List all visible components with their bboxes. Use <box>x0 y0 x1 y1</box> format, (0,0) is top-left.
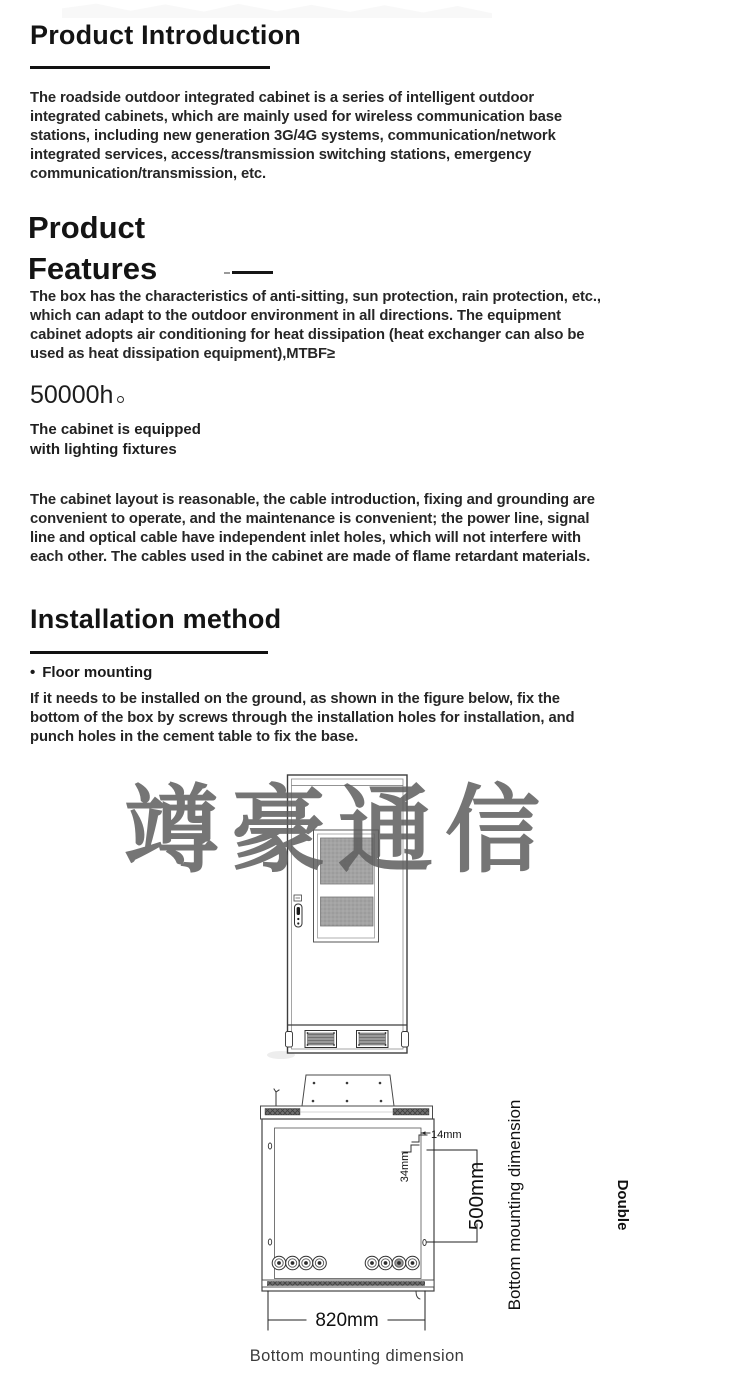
paragraph-line: cabinet adopts air conditioning for heat dissipation (heat exchanger can also be <box>30 327 585 343</box>
vertical-axis-label: Bottom mounting dimension <box>505 1099 524 1311</box>
dim-34mm-label: 34mm <box>399 1151 411 1183</box>
base-louver-right <box>357 1031 389 1048</box>
base-louver-left <box>305 1031 337 1048</box>
floor-mounting-item <box>30 664 152 681</box>
paragraph-line: integrated services, access/transmission switching stations, emergency <box>30 147 532 163</box>
base-bracket-left <box>286 1032 293 1048</box>
paragraph-line: stations, including new generation 3G/4G systems, communication/network <box>30 128 556 144</box>
double-door-label: Double <box>614 1179 631 1231</box>
paragraph-line: integrated cabinets, which are mainly used for wireless communication base <box>30 109 563 125</box>
paragraph-line: The cabinet layout is reasonable, the cable introduction, fixing and grounding are <box>30 492 595 508</box>
paragraph-line: communication/transmission, etc. <box>30 166 267 182</box>
side-slot-hole <box>268 1239 271 1245</box>
hatched-strip-left <box>265 1109 300 1116</box>
hatched-strip-right <box>393 1109 429 1116</box>
bottom-mounting-drawing <box>0 1068 750 1358</box>
dim-14mm-label: 14mm <box>431 1129 462 1141</box>
cabinet-layout-paragraph <box>30 492 595 568</box>
paragraph-line: each other. The cables used in the cabinet are made of flame retardant materials. <box>30 549 591 565</box>
subhead-line: The cabinet is equipped <box>30 421 201 438</box>
section-heading-product-features-line1: Product <box>28 210 146 245</box>
paragraph-line: convenient to operate, and the maintenance is convenient; the power line, signal <box>30 511 590 527</box>
hook-detail <box>416 1291 420 1299</box>
heading-underline-fragment <box>232 271 273 274</box>
paragraph-line: which can adapt to the outdoor environment in all directions. The equipment <box>30 308 561 324</box>
floor-mounting-label: Floor mounting <box>42 664 153 681</box>
pin-detail <box>274 1089 279 1106</box>
mtbf-hours-text: 50000h <box>30 381 114 409</box>
paragraph-line: line and optical cable have independent inlet holes, which will not interfere with <box>30 530 581 546</box>
features-paragraph <box>30 289 601 365</box>
dim-500mm-label: 500mm <box>465 1161 488 1231</box>
door-handle-lock <box>294 895 302 927</box>
side-slot-hole <box>268 1143 271 1149</box>
paragraph-line: If it needs to be installed on the ground, as shown in the figure below, fix the <box>30 691 560 707</box>
cabinet-drawing <box>267 775 409 1059</box>
section-heading-product-features-line2: Features <box>28 251 158 286</box>
section-heading-product-introduction: Product Introduction <box>30 20 301 50</box>
brand-watermark: 竴豪通信 <box>124 775 553 886</box>
dim-820mm-label: 820mm <box>315 1310 379 1331</box>
heading-underline <box>30 651 268 654</box>
base-plate-drawing <box>261 1075 632 1331</box>
mtbf-hours-value <box>30 381 124 410</box>
paragraph-line: punch holes in the cement table to fix the base. <box>30 729 359 745</box>
intro-paragraph <box>30 90 562 185</box>
installation-paragraph <box>30 691 574 748</box>
subhead-line: with lighting fixtures <box>30 441 177 458</box>
paragraph-line: bottom of the box by screws through the installation holes for installation, and <box>30 710 575 726</box>
heading-underline <box>30 66 270 69</box>
faded-cutoff-watermark <box>62 2 492 18</box>
paragraph-line: The roadside outdoor integrated cabinet is a series of intelligent outdoor <box>30 90 534 106</box>
section-heading-installation-method: Installation method <box>30 604 282 634</box>
lighting-subhead <box>30 421 201 461</box>
paragraph-line: used as heat dissipation equipment),MTBF≥ <box>30 346 335 362</box>
bottom-sill-hatch <box>267 1281 425 1286</box>
paragraph-line: The box has the characteristics of anti-sitting, sun protection, rain protection, etc., <box>30 289 601 305</box>
bullet-icon: • <box>30 664 36 681</box>
cabinet-front-view-figure <box>0 760 750 1060</box>
base-bracket-right <box>402 1032 409 1048</box>
lower-mesh-panel <box>321 897 374 926</box>
upper-mesh-panel <box>321 838 374 884</box>
ideographic-period-mark <box>117 396 124 403</box>
side-slot-hole <box>423 1240 426 1246</box>
figure-caption: Bottom mounting dimension <box>249 1347 465 1365</box>
heading-underline-fragment <box>224 272 230 274</box>
